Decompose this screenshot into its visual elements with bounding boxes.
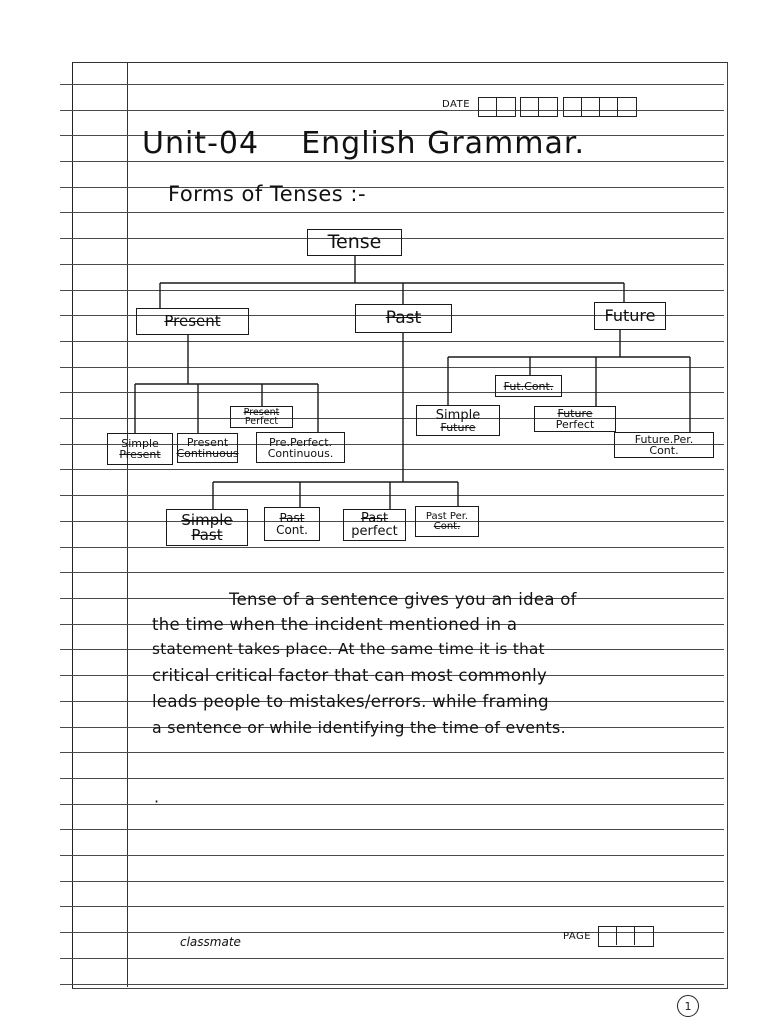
tree-node-present-perfect: Present Perfect bbox=[230, 406, 293, 428]
page-label: PAGE bbox=[563, 931, 592, 942]
tree-node-future-perfect: Future Perfect bbox=[534, 406, 616, 432]
date-label: DATE bbox=[442, 99, 471, 110]
paragraph-line-3: statement takes place. At the same time it is that bbox=[152, 640, 545, 658]
tree-node-future-continuous: Fut.Cont. bbox=[495, 375, 562, 397]
page-number-box bbox=[598, 926, 654, 947]
tree-node-past-perfect: Past perfect bbox=[343, 509, 406, 541]
tree-node-present: Present bbox=[136, 308, 249, 335]
paragraph-line-2: the time when the incident mentioned in a bbox=[152, 615, 518, 634]
tree-node-simple-future: Simple Future bbox=[416, 405, 500, 436]
brand-label: classmate bbox=[180, 935, 241, 949]
tree-node-past-continuous: Past Cont. bbox=[264, 507, 320, 541]
tree-node-past: Past bbox=[355, 304, 452, 333]
section-heading: Forms of Tenses :- bbox=[168, 182, 367, 206]
page-title: Unit-04 English Grammar. bbox=[142, 126, 585, 161]
stray-dot: · bbox=[154, 792, 160, 811]
tree-node-present-continuous: Present Continuous bbox=[177, 433, 238, 463]
tree-node-simple-past: Simple Past bbox=[166, 509, 248, 546]
tree-node-future: Future bbox=[594, 302, 666, 330]
tree-node-present-perfect-continuous: Pre.Perfect. Continuous. bbox=[256, 432, 345, 463]
tree-node-future-perfect-continuous: Future.Per. Cont. bbox=[614, 432, 714, 458]
paragraph-line-1: Tense of a sentence gives you an idea of bbox=[229, 590, 577, 609]
paragraph-line-4: critical critical factor that can most commonly bbox=[152, 666, 548, 685]
paragraph-line-6: a sentence or while identifying the time of events. bbox=[152, 718, 566, 737]
tree-root-tense: Tense bbox=[307, 229, 402, 256]
tree-node-past-perfect-continuous: Past Per. Cont. bbox=[415, 506, 479, 537]
paragraph-line-5: leads people to mistakes/errors. while framing bbox=[152, 692, 549, 711]
tree-node-simple-present: Simple Present bbox=[107, 433, 173, 465]
page-number-circle: 1 bbox=[677, 995, 699, 1017]
